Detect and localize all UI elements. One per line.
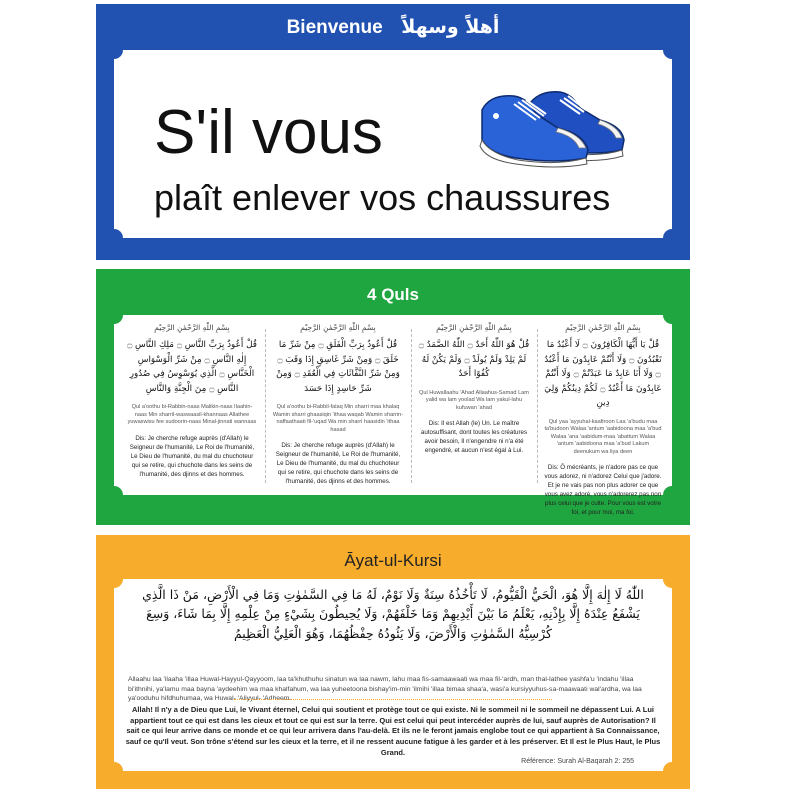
quls-header: 4 Quls [367, 285, 419, 304]
translation-text: Dis: Il est Allah (le) Un. Le maître autosuffisant, dont toutes les créatures avoir besoin, Il n'engendre ni n'a été engendré, et aucun n'est égal à Lui. [420, 420, 528, 455]
welcome-panel [96, 4, 690, 260]
arabic-text: قُلْ هُوَ اللّٰهُ أَحَدٌ ۝ اللّٰهُ الصَّمَدُ ۝ لَمْ يَلِدْ وَلَمْ يُولَدْ ۝ وَلَمْ يَكُنْ لَهُ كُفُوًا أَحَدٌ [418, 340, 530, 379]
sneakers-illustration [476, 80, 628, 166]
arabic-text: قُلْ أَعُوذُ بِرَبِّ النَّاسِ ۝ مَلِكِ النَّاسِ ۝ إِلٰهِ النَّاسِ ۝ مِنْ شَرِّ الْوَسْوَاسِ الْخَنَّاسِ ۝ الَّذِي يُوَسْوِسُ فِي صُدُورِ النَّاسِ ۝ مِنَ الْجِنَّةِ وَالنَّاسِ [127, 340, 257, 394]
quls-panel [96, 269, 690, 525]
kursi-transliteration-text: Allaahu laa 'ilaaha 'illaa Huwal-Hayyul-Qayyoom, laa ta'khuthuhu sinatun wa laa nawm, lahu maa fis-samaawaati wa maa fil-'ardh, man thal-lathee yashfa'u 'indahu 'illaa bi'ithnihi, ya'lamu maa bayna 'aydeehim wa maa khalfahum, wa laa yuheetoona bishay'im-min 'ilmihi 'illaa bimaa shaa'a, wasi'a kursiyyuhus-sa-maawaati wal'ardha, wa laa ya'ooduhu hifdhuhumaa, wa Huwal- 'Aliyyul- 'Adheem. [128, 676, 642, 703]
kursi-reference: Référence: Surah Al-Baqarah 2: 255 [521, 758, 634, 765]
kursi-header: Āyat-ul-Kursi [344, 551, 442, 570]
welcome-header-ar: أهلاً وسهلاً [401, 16, 500, 38]
transliteration-text: Qul a'oothu bi-Rabbin-naas Malikin-naas Ilaahin-naas Min sharril-waswaasil-khannaas Allathee yuwaswisu fee sudoorin-naas Minal-jinnati wannaas [127, 404, 257, 426]
kursi-arabic-text: اللّٰهُ لَا إِلٰهَ إِلَّا هُوَ، الْحَيُّ الْقَيُّومُ، لَا تَأْخُذُهُ سِنَةٌ وَلَا نَوْمٌ، لَهُ مَا فِي السَّمٰوٰتِ وَمَا فِي الْأَرْضِ، مَنْ ذَا الَّذِي يَشْفَعُ عِنْدَهُ إِلَّا بِإِذْنِهِ، يَعْلَمُ مَا بَيْنَ أَيْدِيهِمْ وَمَا خَلْفَهُمْ، وَلَا يُحِيطُونَ بِشَيْءٍ مِنْ عِلْمِهِ إِلَّا بِمَا شَاءَ، وَسِعَ كُرْسِيُّهُ السَّمٰوٰتِ وَالْأَرْضَ، وَلَا يَئُودُهُ حِفْظُهُمَا، وَهُوَ الْعَلِيُّ الْعَظِيمُ [142, 587, 644, 641]
kursi-card [114, 579, 672, 771]
arabic-text: قُلْ يَا أَيُّهَا الْكَافِرُونَ ۝ لَا أَعْبُدُ مَا تَعْبُدُونَ ۝ وَلَا أَنْتُمْ عَابِدُونَ مَا أَعْبُدُ ۝ وَلَا أَنَا عَابِدٌ مَا عَبَدْتُمْ ۝ وَلَا أَنْتُمْ عَابِدُونَ مَا أَعْبُدُ ۝ لَكُمْ دِينُكُمْ وَلِيَ دِينِ [544, 340, 662, 408]
surah-al-kafirun [540, 323, 666, 517]
welcome-header-fr: Bienvenue [286, 17, 383, 38]
title-line-1: S'il vous [154, 98, 383, 167]
translation-text: Dis: Je cherche refuge auprès (d'Allah) le Seigneur de l'humanité, Le Roi de l'humanité, Le Dieu de l'humanité, du mal du chuchoteur qui se retire, qui chuchote dans les seins de l'humanité, des djinns et des hommes. [275, 442, 401, 486]
title-line-2: plaît enlever vos chaussures [154, 177, 611, 218]
quls-card [114, 315, 672, 517]
welcome-card [114, 50, 672, 238]
translation-text: Dis: Je cherche refuge auprès (d'Allah) le Seigneur de l'humanité, Le Roi de l'humanité, Le Dieu de l'humanité, du mal du chuchoteur qui se retire, qui chuchote dans les seins de l'humanité, des djinns et des hommes. [129, 434, 255, 478]
transliteration-text: Qul Huwallaahu 'Ahad Allaahus-Samad Lam yalid wa lam yoolad Wa lam yakul-lahu kufuwan 'ahad [419, 389, 529, 411]
arabic-text: قُلْ أَعُوذُ بِرَبِّ الْفَلَقِ ۝ مِنْ شَرِّ مَا خَلَقَ ۝ وَمِنْ شَرِّ غَاسِقٍ إِذَا وَقَبَ ۝ وَمِنْ شَرِّ النَّفَّاثَاتِ فِي الْعُقَدِ ۝ وَمِنْ شَرِّ حَاسِدٍ إِذَا حَسَدَ [276, 340, 400, 394]
transliteration-text: Qul a'oothu bi-Rabbil-falaq Min sharri maa khalaq Wamin sharri ghaasiqin 'ithaa waqab Wamin sharrin-naffaathaati fil-'uqad Wa min sharri haasidin 'ithaa hasad [272, 404, 404, 433]
divider [234, 699, 552, 700]
kursi-translation-text: Allah! Il n'y a de Dieu que Lui, le Vivant éternel, Celui qui soutient et protège tout ce qui existe. Ni le sommeil ni le sommeil ne dépassent Lui. A Lui appartient tout ce qui est dans les cieux et tout ce qui est sur la terre. Qui est celui qui peut intercéder auprès de lui, sauf auprès de Autorisation? Il sait ce qui leur arrive dans ce monde et ce qui leur arrivera dans l'au-delà. Et ils ne le feront jamais englobe tout ce qui appartient à Sa Connaissance, sauf ce qu'Il veut. Son trône s'étend sur les cieux et la terre, et il ne ressent aucune fatigue à les garder et à les préserver. Et Il est le Plus Haut, le Plus Grand. [125, 705, 661, 757]
basmala-text: بِسْمِ اللّٰهِ الرَّحْمٰنِ الرَّحِيْمِ [300, 323, 376, 332]
translation-text: Dis: Ô mécréants, je n'adore pas ce que vous adorez, ni n'adorez Celui que j'adore. Et je ne vais pas non plus adorer ce que vous avez adoré, vous n'adorerez pas non plus celui que je culte. Pour vous est votre foi, et pour moi, ma foi. [544, 464, 662, 517]
basmala-text: بِسْمِ اللّٰهِ الرَّحْمٰنِ الرَّحِيْمِ [436, 323, 512, 332]
surah-al-ikhlas [414, 323, 534, 487]
welcome-header [96, 16, 690, 39]
transliteration-text: Qul yaa 'ayyuhal-kaafiroon Laa 'a'budu maa ta'budoon Walaa 'antum 'aabidoona maa 'a'bud Walaa 'ana 'aabidum-maa 'abattum Walaa 'antum 'aabidoona maa 'a'bud Lakum deenukum wa liya deen [544, 418, 662, 455]
surah-al-falaq [268, 323, 408, 487]
surah-an-nas [122, 323, 262, 487]
basmala-text: بِسْمِ اللّٰهِ الرَّحْمٰنِ الرَّحِيْمِ [154, 323, 230, 332]
basmala-text: بِسْمِ اللّٰهِ الرَّحْمٰنِ الرَّحِيْمِ [565, 323, 641, 332]
kursi-panel [96, 535, 690, 789]
